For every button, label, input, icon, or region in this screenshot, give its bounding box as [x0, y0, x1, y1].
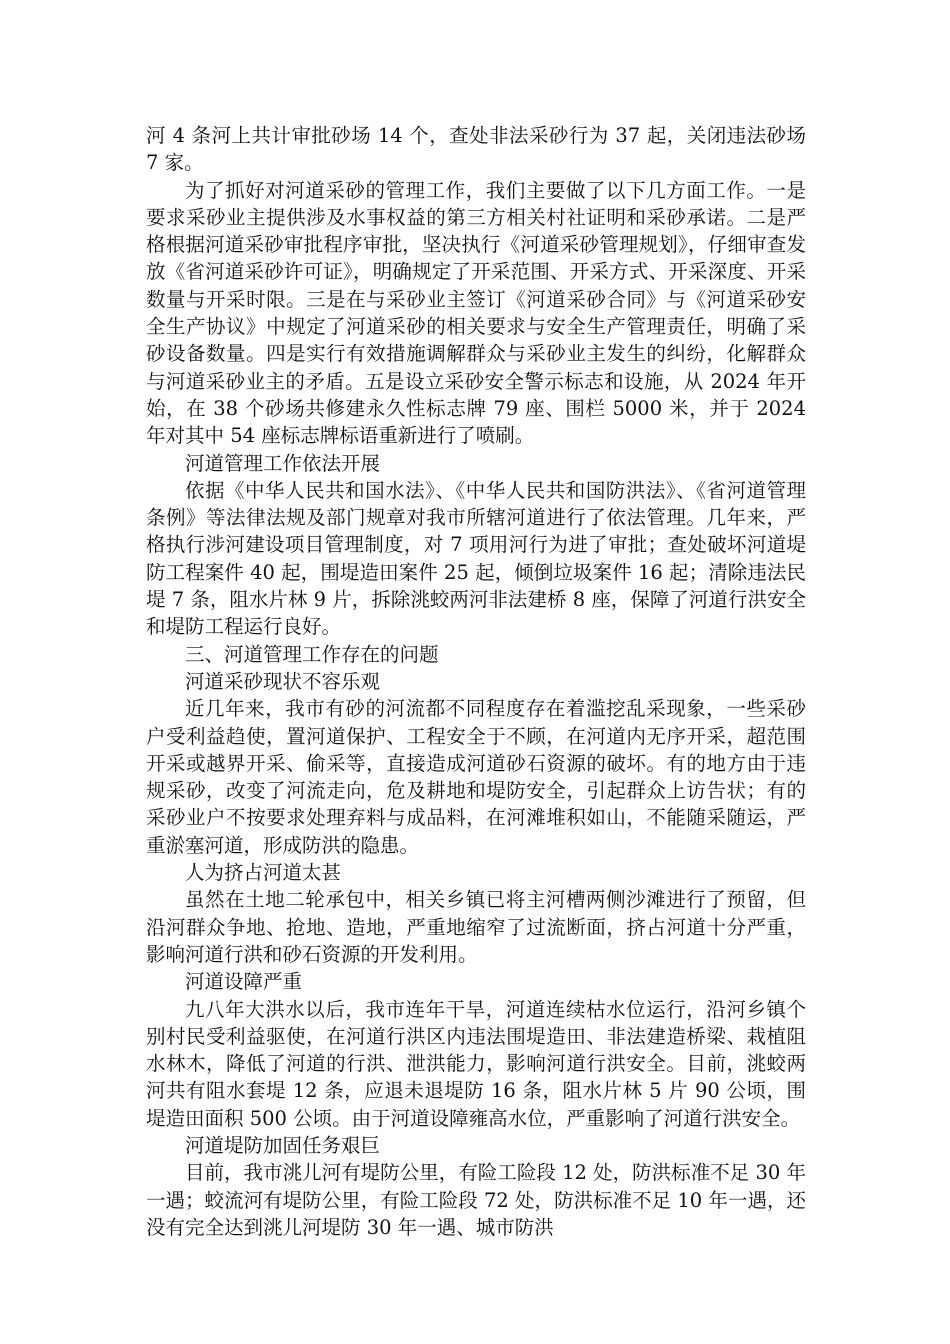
- section-heading-lawful-management: 河道管理工作依法开展: [185, 451, 381, 475]
- paragraph-sand-management-measures: 为了抓好对河道采砂的管理工作，我们主要做了以下几方面工作。一是要求采砂业主提供涉及水事权益的第三方相关村社证明和采砂承诺。二是严格根据河道采砂审批程序审批，坚决执行《河道采砂管理规划》，仔细审查发放《省河道采砂许可证》，明确规定了开采范围、开采方式、开采深度、开采数量与开采时限。三是在与采砂业主签订《河道采砂合同》与《河道采砂安全生产协议》中规定了河道采砂的相关要求与安全生产管理责任，明确了采砂设备数量。四是实行有效措施调解群众与采砂业主发生的纠纷，化解群众与河道采砂业主的矛盾。五是设立采砂安全警示标志和设施，从 2024 年开始，在 38 个砂场共修建永久性标志牌 79 座、围栏 5000 米，并于 2024 年对其中 54 座标志牌标语重新进行了喷刷。: [146, 178, 806, 448]
- subheading-sand-mining-status: 河道采砂现状不容乐观: [185, 669, 381, 693]
- paragraph-river-obstacles: 九八年大洪水以后，我市连年干旱，河道连续枯水位运行，沿河乡镇个别村民受利益驱使，在河道行洪区内违法围堤造田、非法建造桥梁、栽植阻水林木，降低了河道的行洪、泄洪能力，影响河道行洪安全。目前，洮蛟两河共有阻水套堤 12 条，应退未退堤防 16 条，阻水片林 5 片 90 公顷，围堤造田面积 500 公顷。由于河道设障雍高水位，严重影响了河道行洪安全。: [146, 997, 806, 1130]
- subheading-embankment-reinforcement: 河道堤防加固任务艰巨: [185, 1133, 381, 1157]
- subheading-river-obstacles: 河道设障严重: [185, 970, 303, 994]
- paragraph-river-encroachment: 虽然在土地二轮承包中，相关乡镇已将主河槽两侧沙滩进行了预留，但沿河群众争地、抢地、造地，严重地缩窄了过流断面，挤占河道十分严重，影响河道行洪和砂石资源的开发利用。: [146, 888, 806, 966]
- paragraph-sand-approval-summary: 河 4 条河上共计审批砂场 14 个，查处非法采砂行为 37 起，关闭违法砂场 7 家。: [146, 124, 806, 175]
- subheading-river-encroachment: 人为挤占河道太甚: [185, 861, 342, 885]
- paragraph-embankment-reinforcement: 目前，我市洮儿河有堤防公里，有险工险段 12 处，防洪标准不足 30 年一遇；蛟流河有堤防公里，有险工险段 72 处，防洪标准不足 10 年一遇，还没有完全达到洮儿河堤防 30 年一遇、城市防洪: [146, 1161, 806, 1239]
- document-body: [146, 122, 806, 1241]
- paragraph-lawful-management: 依据《中华人民共和国水法》、《中华人民共和国防洪法》、《省河道管理条例》等法律法规及部门规章对我市所辖河道进行了依法管理。几年来，严格执行涉河建设项目管理制度，对 7 项用河行为进了审批；查处破坏河道堤防工程案件 40 起，围堤造田案件 25 起，倾倒垃圾案件 16 起；清除违法民堤 7 条，阻水片林 9 片，拆除洮蛟两河非法建桥 8 座，保障了河道行洪安全和堤防工程运行良好。: [146, 478, 806, 639]
- section-heading-problems: 三、河道管理工作存在的问题: [185, 642, 439, 666]
- paragraph-sand-mining-status: 近几年来，我市有砂的河流都不同程度存在着滥挖乱采现象，一些采砂户受利益趋使，置河道保护、工程安全于不顾，在河道内无序开采，超范围开采或越界开采、偷采等，直接造成河道砂石资源的破坏。有的地方由于违规采砂，改变了河流走向，危及耕地和堤防安全，引起群众上访告状；有的采砂业户不按要求处理弃料与成品料，在河滩堆积如山，不能随采随运，严重淤塞河道，形成防洪的隐患。: [146, 697, 806, 857]
